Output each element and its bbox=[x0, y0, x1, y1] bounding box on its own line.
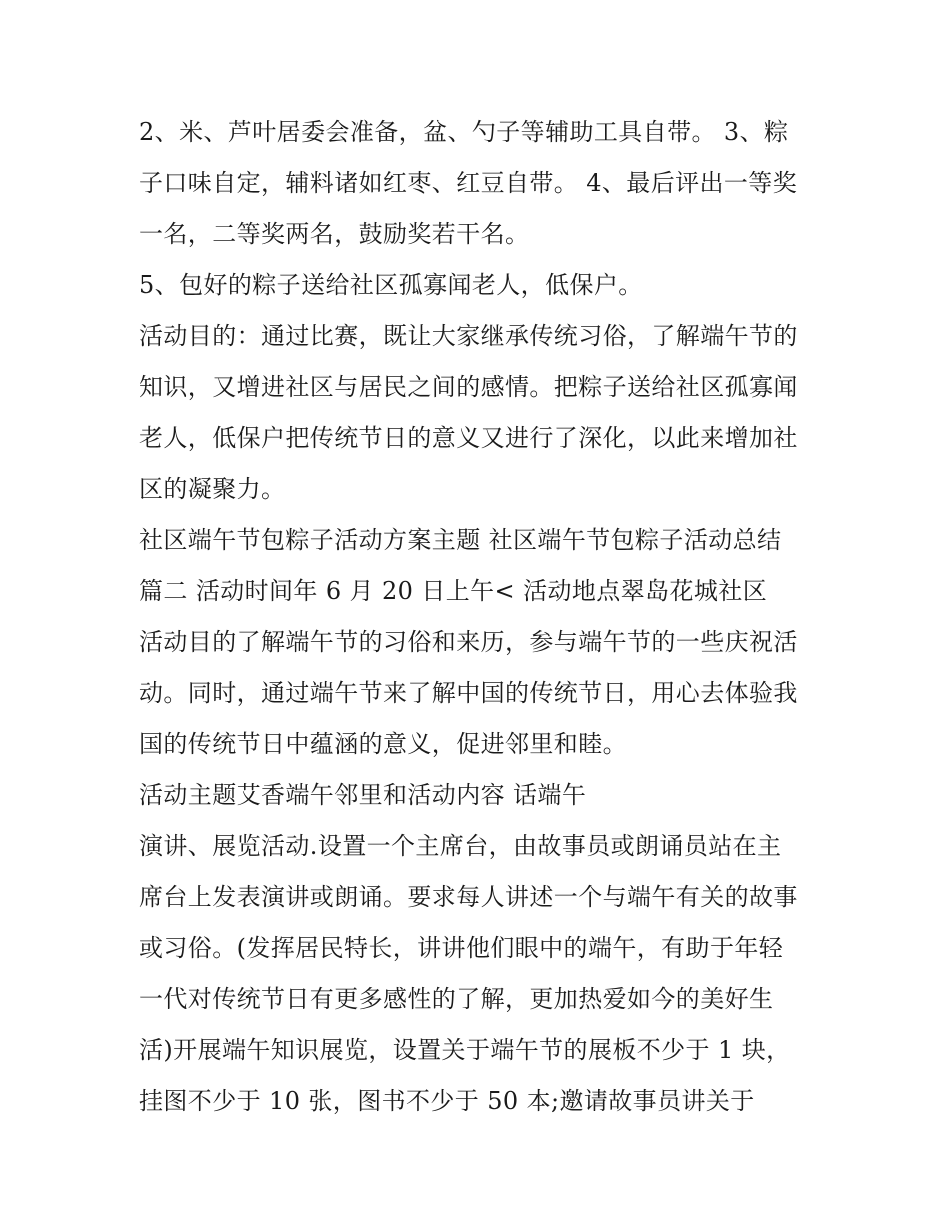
body-text bbox=[139, 107, 829, 1127]
text-line: 5、包好的粽子送给社区孤寡闻老人，低保户。 bbox=[139, 271, 643, 299]
text-line: 席台上发表演讲或朗诵。要求每人讲述一个与端午有关的故事 bbox=[139, 883, 798, 911]
text-line: 活动主题艾香端午邻里和活动内容 话端午 bbox=[139, 781, 587, 809]
text-line: 一代对传统节日有更多感性的了解，更加热爱如今的美好生 bbox=[139, 985, 774, 1013]
text-line: 活动目的了解端午节的习俗和来历，参与端午节的一些庆祝活 bbox=[139, 628, 798, 656]
text-line: 2、米、芦叶居委会准备，盆、勺子等辅助工具自带。 3、粽 bbox=[139, 118, 789, 146]
text-line: 活)开展端午知识展览，设置关于端午节的展板不少于 1 块， bbox=[139, 1036, 791, 1064]
text-line: 或习俗。(发挥居民特长，讲讲他们眼中的端午，有助于年轻 bbox=[139, 934, 784, 962]
text-line: 子口味自定，辅料诸如红枣、红豆自带。 4、最后评出一等奖 bbox=[139, 169, 798, 197]
text-line: 社区端午节包粽子活动方案主题 社区端午节包粽子活动总结 bbox=[139, 526, 782, 554]
text-line: 挂图不少于 10 张，图书不少于 50 本;邀请故事员讲关于 bbox=[139, 1087, 755, 1115]
text-line: 一名，二等奖两名，鼓励奖若干名。 bbox=[139, 220, 530, 248]
text-line: 国的传统节日中蕴涵的意义，促进邻里和睦。 bbox=[139, 730, 627, 758]
text-line: 活动目的：通过比赛，既让大家继承传统习俗，了解端午节的 bbox=[139, 322, 798, 350]
text-line: 动。同时，通过端午节来了解中国的传统节日，用心去体验我 bbox=[139, 679, 798, 707]
text-line: 演讲、展览活动.设置一个主席台，由故事员或朗诵员站在主 bbox=[139, 832, 782, 860]
text-line: 篇二 活动时间年 6 月 20 日上午< 活动地点翠岛花城社区 bbox=[139, 577, 768, 605]
text-line: 老人，低保户把传统节日的意义又进行了深化，以此来增加社 bbox=[139, 424, 798, 452]
text-line: 知识，又增进社区与居民之间的感情。把粽子送给社区孤寡闻 bbox=[139, 373, 798, 401]
text-line: 区的凝聚力。 bbox=[139, 475, 286, 503]
